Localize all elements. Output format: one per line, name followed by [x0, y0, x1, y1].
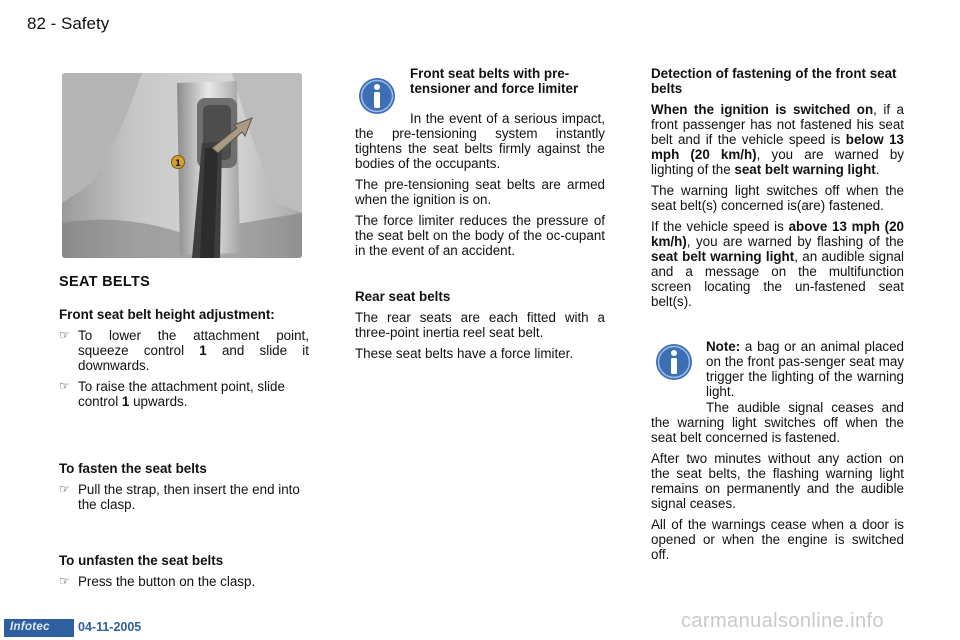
bullet-unfasten: ☞ Press the button on the clasp. — [59, 574, 256, 589]
detect-heading: Detection of fastening of the front seat belts — [651, 66, 897, 96]
hand-pointer-icon: ☞ — [59, 328, 70, 342]
note-p2: The audible signal ceases and the warning light switches off when the seat belt concerned is fastened. — [651, 400, 904, 445]
detect-p1: When the ignition is switched on, if a front passenger has not fastened his seat belt and if the vehicle speed is below 13 mph (20 km/h), you are warned by lighting of the seat belt warning light. — [651, 102, 905, 177]
note-section — [651, 400, 904, 568]
note-head — [706, 339, 904, 405]
speed-p: If the vehicle speed is above 13 mph (20 km/h), you are warned by flashing of the seat belt warning light, an audible signal and a message on the multifunction screen locating the un-fastened seat belt(s). — [651, 219, 904, 309]
page-header: 82 - Safety — [27, 14, 110, 33]
note-p3: After two minutes without any action on the seat belts, the flashing warning light remains on permanently and the audible signal ceases. — [651, 451, 904, 511]
height-adjustment-section — [59, 307, 309, 415]
unfasten-section — [59, 553, 309, 595]
bullet-lower: ☞ To lower the attachment point, squeeze control 1 and slide it downwards. — [59, 328, 309, 373]
hand-pointer-icon: ☞ — [59, 574, 70, 588]
infotec-logo: Infotec — [4, 619, 74, 637]
rear-heading: Rear seat belts — [355, 289, 451, 304]
fasten-section — [59, 461, 309, 518]
info-icon — [357, 76, 397, 116]
rear-p2: These seat belts have a force limiter. — [355, 346, 574, 361]
pretensioner-p3: The force limiter reduces the pressure of the seat belt on the body of the oc-cupant in the event of an accident. — [355, 213, 605, 258]
hand-pointer-icon: ☞ — [59, 482, 70, 496]
pretensioner-heading: Front seat belts with pre-tensioner and force limiter — [410, 66, 579, 96]
watermark: carmanualsonline.info — [681, 610, 884, 632]
unfasten-heading: To unfasten the seat belts — [59, 553, 224, 568]
rear-section — [355, 289, 605, 367]
detect-p2: The warning light switches off when the seat belt(s) concerned is(are) fastened. — [651, 183, 904, 213]
note-p1: Note: a bag or an animal placed on the front pas-senger seat may trigger the lighting of the warning light. — [706, 339, 904, 399]
height-heading: Front seat belt height adjustment: — [59, 307, 275, 322]
pretensioner-section — [355, 111, 605, 264]
fasten-heading: To fasten the seat belts — [59, 461, 207, 476]
pretensioner-p2: The pre-tensioning seat belts are armed when the ignition is on. — [355, 177, 605, 207]
section-title: SEAT BELTS — [59, 274, 151, 290]
bullet-fasten: ☞ Pull the strap, then insert the end into the clasp. — [59, 482, 300, 512]
rear-p1: The rear seats are each fitted with a three-point inertia reel seat belt. — [355, 310, 605, 340]
bullet-raise: ☞ To raise the attachment point, slide control 1 upwards. — [59, 379, 285, 409]
hand-pointer-icon: ☞ — [59, 379, 70, 393]
footer-date: 04-11-2005 — [78, 620, 142, 634]
seat-belt-photo — [62, 73, 302, 258]
info-icon — [654, 342, 694, 382]
pretensioner-p1: In the event of a serious impact, the pre-tensioning system instantly tightens the seat belts firmly against the bodies of the occupants. — [355, 111, 605, 171]
detection-section — [651, 66, 904, 315]
note-p4: All of the warnings cease when a door is opened or when the engine is switched off. — [651, 517, 904, 562]
photo-label: 1 — [174, 159, 182, 169]
